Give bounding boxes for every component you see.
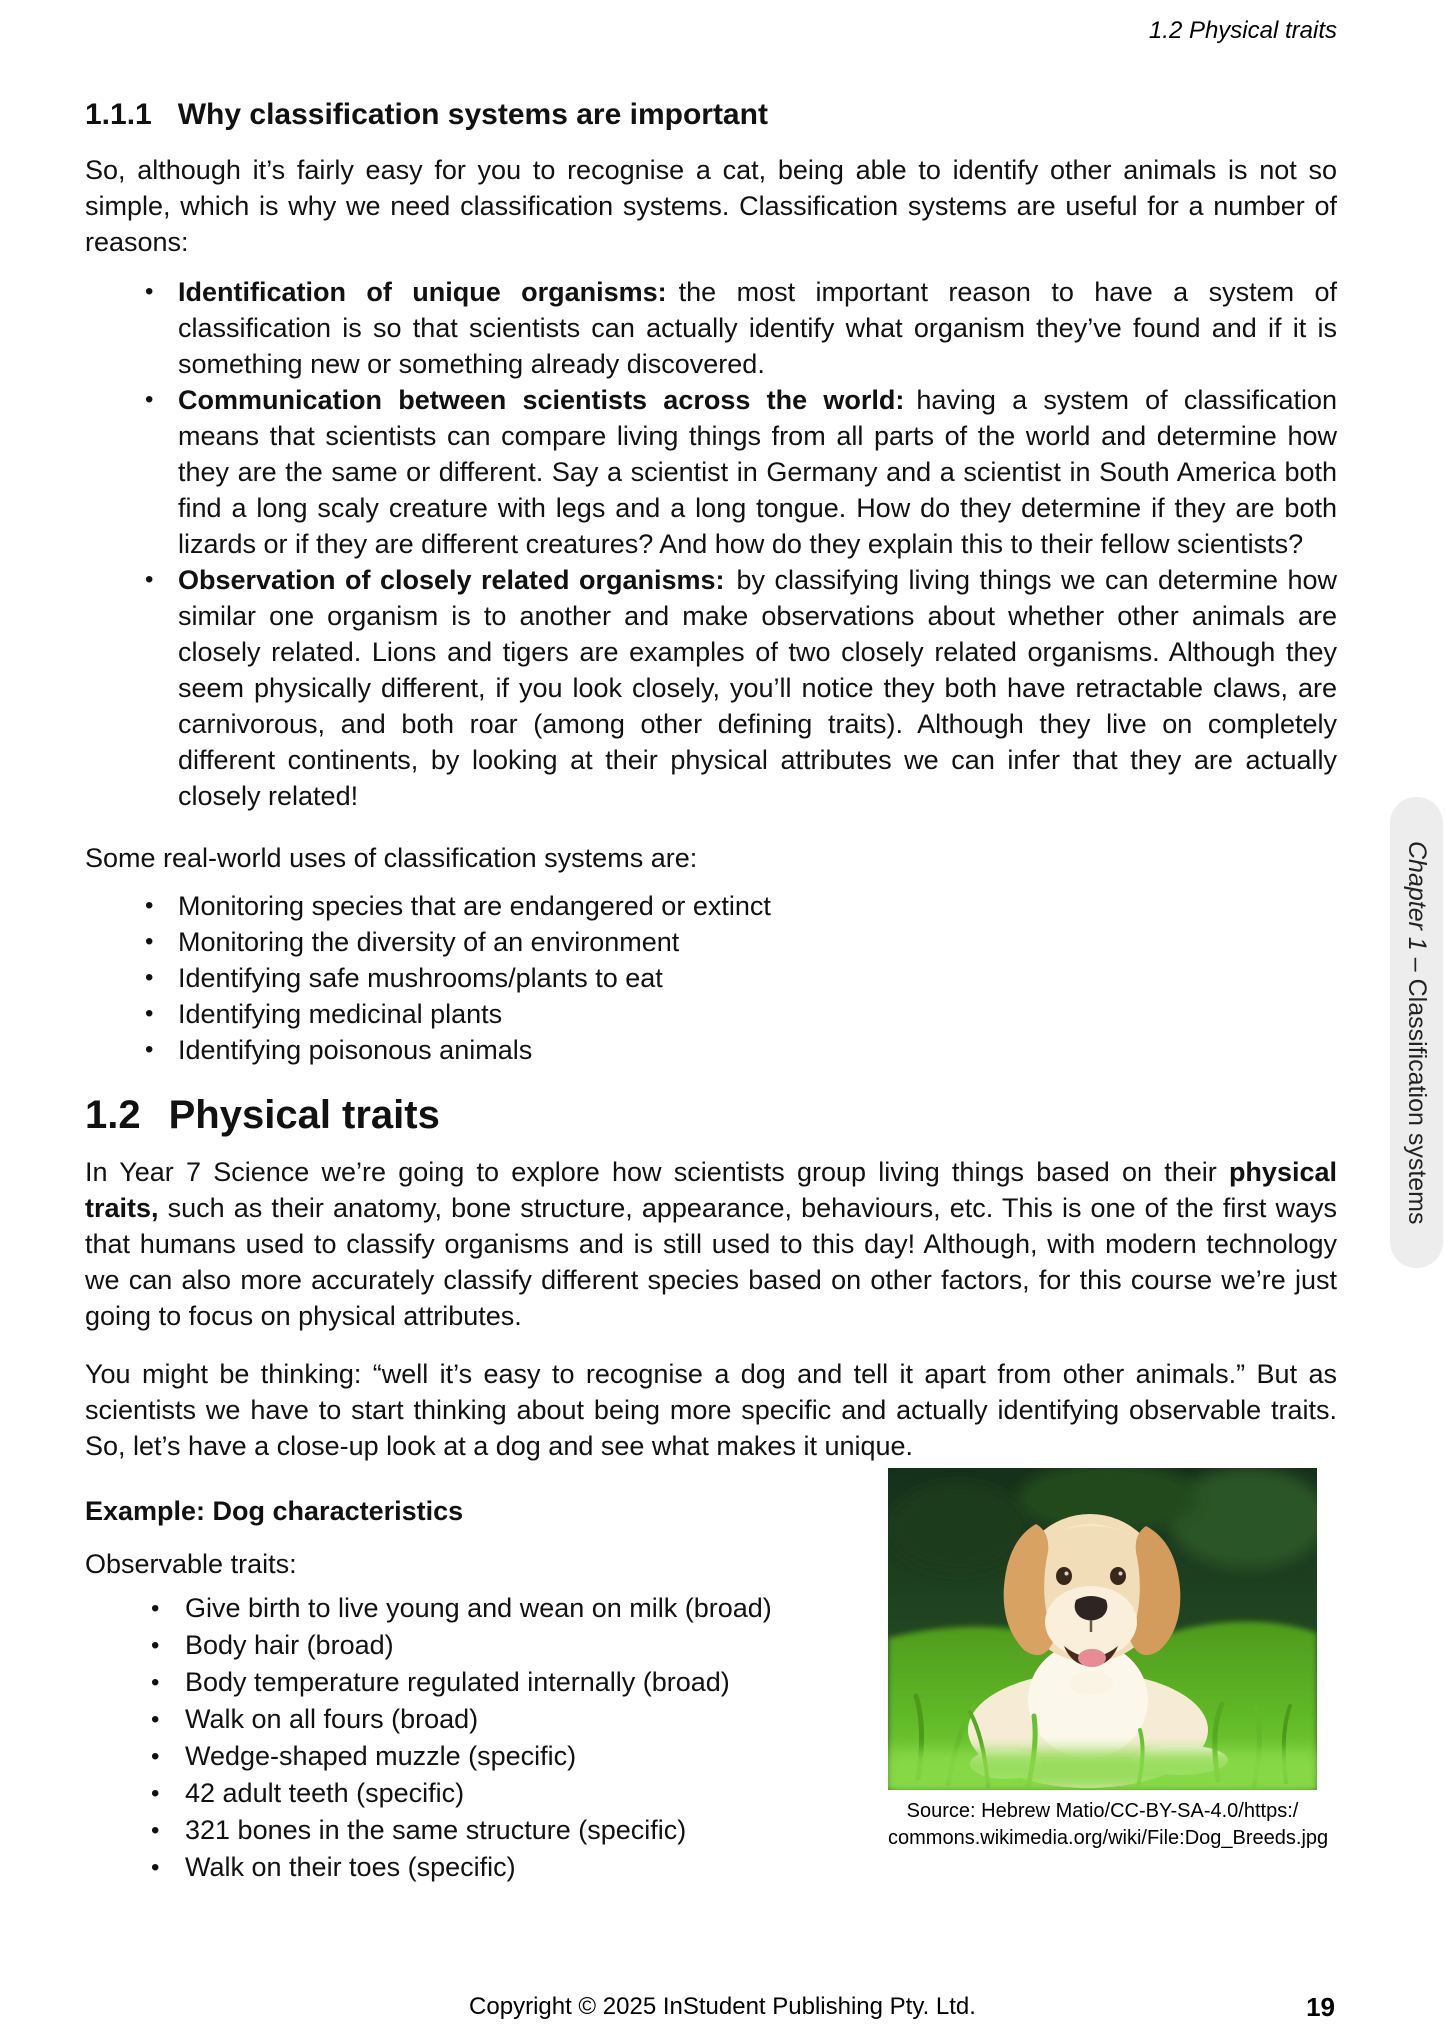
bullet-text: the most important reason to have a system of classification is so that scientists can actually identify what organism they’ve found and if it is something new or something already discovered. <box>178 277 1337 379</box>
page-number: 19 <box>1306 1992 1335 2022</box>
example-heading: Example: Dog characteristics <box>85 1496 464 1526</box>
section-1-1-1-heading <box>85 98 1337 132</box>
running-header: 1.2 Physical traits <box>1148 17 1337 44</box>
bullet-text: by classifying living things we can determine how similar one organism is to another and make observations about whether other animals are closely related. Lions and tigers are examples of two closely related organisms. Although they seem physically different, if you look closely, you’ll notice they both have retractable claws, are carnivorous, and both roar (among other defining traits). Although they live on completely different continents, by looking at their physical attributes we can infer that they are actually closely related! <box>178 565 1337 811</box>
caption-line: commons.wikimedia.org/wiki/File:Dog_Breeds.jpg <box>888 1827 1329 1849</box>
list-item: • Monitoring species that are endangered or extinct <box>85 888 1337 924</box>
dog-example-section <box>85 1494 1337 1914</box>
list-item: • Give birth to live young and wean on milk (broad) <box>85 1590 865 1627</box>
list-item: • Identifying poisonous animals <box>85 1032 1337 1068</box>
bullet-lead: Communication between scientists across the world: <box>178 385 905 415</box>
dog-traits-list <box>85 1590 865 1886</box>
bullet-text: having a system of classification means that scientists can compare living things from all parts of the world and determine how they are the same or different. Say a scientist in Germany and a scientist in South America both find a long scaly creature with legs and a long tongue. How do they determine if they are both lizards or if they are different creatures? And how do they explain this to their fellow scientists? <box>178 385 1337 559</box>
classification-reasons-list <box>85 274 1337 814</box>
section-1-2-heading <box>85 1092 1337 1138</box>
section-title: Physical traits <box>168 1093 440 1137</box>
chapter-title: Classification systems <box>1403 978 1431 1225</box>
chapter-side-tab <box>1390 797 1443 1268</box>
section-number: 1.2 <box>85 1093 141 1137</box>
chapter-number: Chapter 1 <box>1403 840 1431 951</box>
intro-paragraph: So, although it’s fairly easy for you to recognise a cat, being able to identify other animals is not so simple, which is why we need classification systems. Classification systems are useful for a number of reasons: <box>85 155 1337 257</box>
list-item: • Walk on all fours (broad) <box>85 1701 865 1738</box>
thinking-paragraph: You might be thinking: “well it’s easy to recognise a dog and tell it apart from other animals.” But as scientists we have to start thinking about being more specific and actually identifying observable traits. So, let’s have a close-up look at a dog and see what makes it unique. <box>85 1359 1337 1461</box>
list-item: • Body hair (broad) <box>85 1627 865 1664</box>
list-item: • Walk on their toes (specific) <box>85 1849 865 1886</box>
chapter-tab-label <box>1402 841 1431 1225</box>
puppy-in-grass-image <box>888 1468 1317 1790</box>
bullet-lead: Observation of closely related organisms: <box>178 565 725 595</box>
list-item <box>85 562 1337 814</box>
list-item: • Identifying safe mushrooms/plants to eat <box>85 960 1337 996</box>
list-item: • 42 adult teeth (specific) <box>85 1775 865 1812</box>
tab-separator: – <box>1403 950 1431 979</box>
list-item <box>85 382 1337 562</box>
list-item <box>85 274 1337 382</box>
physical-traits-paragraph <box>85 1154 1337 1334</box>
paragraph-text: In Year 7 Science we’re going to explore how scientists group living things based on their <box>85 1157 1229 1187</box>
list-item: • Wedge-shaped muzzle (specific) <box>85 1738 865 1775</box>
section-title: Why classification systems are important <box>177 98 768 131</box>
list-item: • Identifying medicinal plants <box>85 996 1337 1032</box>
footer-copyright: Copyright © 2025 InStudent Publishing Pty. Ltd. <box>469 1993 976 2020</box>
dog-photo <box>888 1468 1329 1852</box>
image-caption <box>888 1798 1329 1852</box>
paragraph-text: such as their anatomy, bone structure, appearance, behaviours, etc. This is one of the first ways that humans used to classify organisms and is still used to this day! Although, with modern technology we can also more accurately classify different species based on other factors, for this course we’re just going to focus on physical attributes. <box>85 1193 1337 1331</box>
section-number: 1.1.1 <box>85 98 152 131</box>
bullet-lead: Identification of unique organisms: <box>178 277 667 307</box>
list-item: • Monitoring the diversity of an environment <box>85 924 1337 960</box>
list-item: • Body temperature regulated internally (broad) <box>85 1664 865 1701</box>
observable-traits-label: Observable traits: <box>85 1549 297 1579</box>
caption-line: Source: Hebrew Matio/CC-BY-SA-4.0/https:/ <box>906 1800 1299 1822</box>
real-world-uses-list <box>85 888 1337 1068</box>
list-item: • 321 bones in the same structure (specific) <box>85 1812 865 1849</box>
bold-phrase: physical traits, <box>85 1157 1337 1223</box>
uses-intro: Some real-world uses of classification systems are: <box>85 843 698 873</box>
